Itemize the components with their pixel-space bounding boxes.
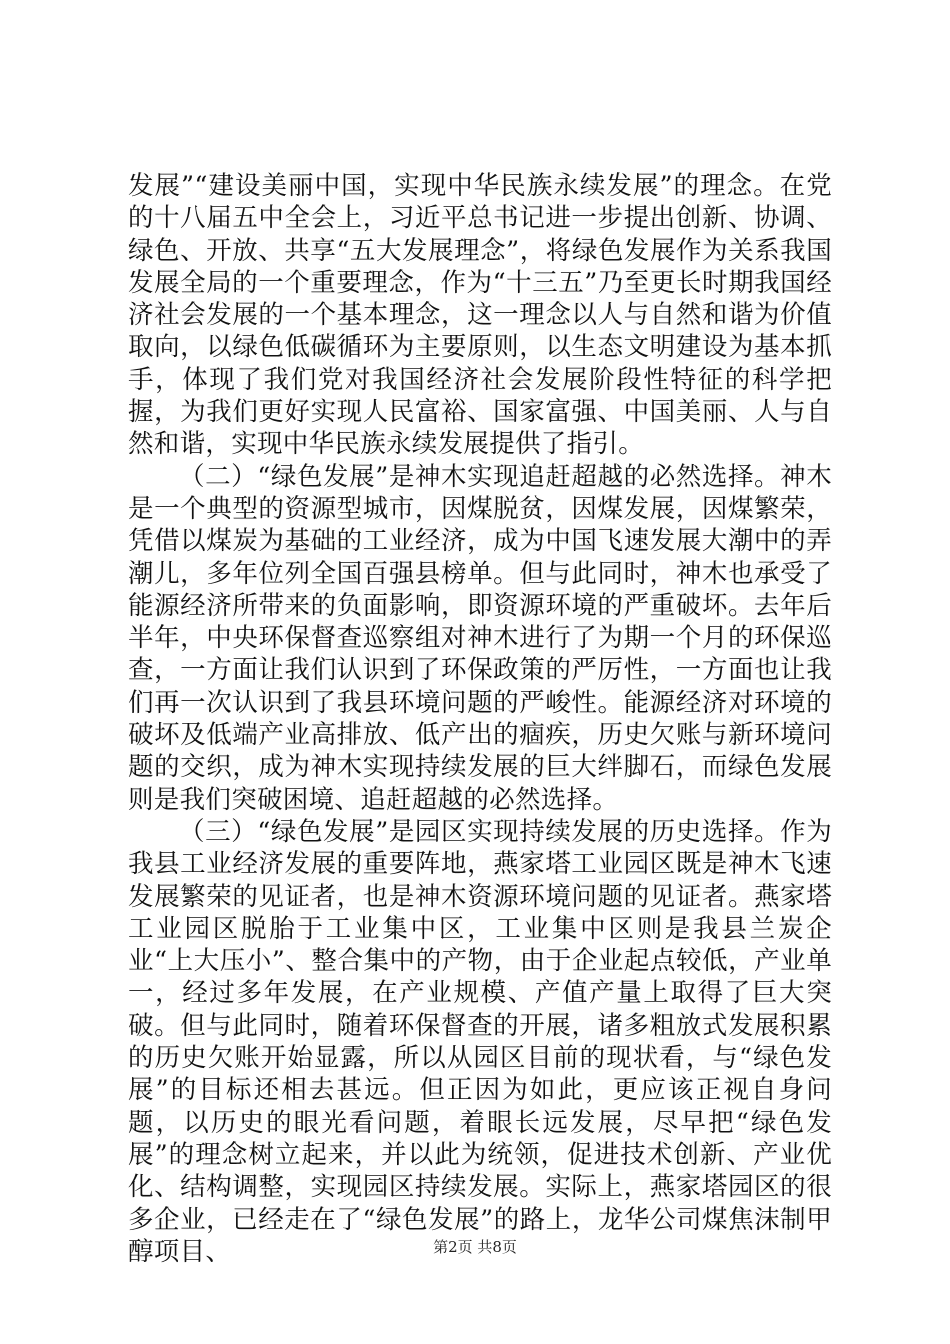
document-body (128, 170, 832, 1268)
page-number: 第2页 共8页 (433, 1238, 517, 1256)
paragraph-section-3: （三）“绿色发展”是园区实现持续发展的历史选择。作为我县工业经济发展的重要阵地，燕家塔工业园区既是神木飞速发展繁荣的见证者，也是神木资源环境问题的见证者。燕家塔工业园区脱胎于工业集中区，工业集中区则是我县兰炭企业“上大压小”、整合集中的产物，由于企业起点较低，产业单一，经过多年发展，在产业规模、产值产量上取得了巨大突破。但与此同时，随着环保督查的开展，诸多粗放式发展积累的历史欠账开始显露，所以从园区目前的现状看，与“绿色发展”的目标还相去甚远。但正因为如此，更应该正视自身问题，以历史的眼光看问题，着眼长远发展，尽早把“绿色发展”的理念树立起来，并以此为统领，促进技术创新、产业优化、结构调整，实现园区持续发展。实际上，燕家塔园区的很多企业，已经走在了“绿色发展”的路上，龙华公司煤焦沫制甲醇项目、 (128, 816, 832, 1267)
paragraph-continuation: 发展”“建设美丽中国，实现中华民族永续发展”的理念。在党的十八届五中全会上，习近平总书记进一步提出创新、协调、绿色、开放、共享“五大发展理念”，将绿色发展作为关系我国发展全局的一个重要理念，作为“十三五”乃至更长时期我国经济社会发展的一个基本理念，这一理念以人与自然和谐为价值取向，以绿色低碳循环为主要原则，以生态文明建设为基本抓手，体现了我们党对我国经济社会发展阶段性特征的科学把握，为我们更好实现人民富裕、国家富强、中国美丽、人与自然和谐，实现中华民族永续发展提供了指引。 (128, 171, 832, 460)
page-footer (0, 1236, 950, 1257)
paragraph-section-2: （二）“绿色发展”是神木实现追赶超越的必然选择。神木是一个典型的资源型城市，因煤脱贫，因煤发展，因煤繁荣，凭借以煤炭为基础的工业经济，成为中国飞速发展大潮中的弄潮儿，多年位列全国百强县榜单。但与此同时，神木也承受了能源经济所带来的负面影响，即资源环境的严重破坏。去年后半年，中央环保督查巡察组对神木进行了为期一个月的环保巡查，一方面让我们认识到了环保政策的严厉性，一方面也让我们再一次认识到了我县环境问题的严峻性。能源经济对环境的破坏及低端产业高排放、低产出的痼疾，历史欠账与新环境问题的交织，成为神木实现持续发展的巨大绊脚石，而绿色发展则是我们突破困境、追赶超越的必然选择。 (128, 461, 832, 815)
